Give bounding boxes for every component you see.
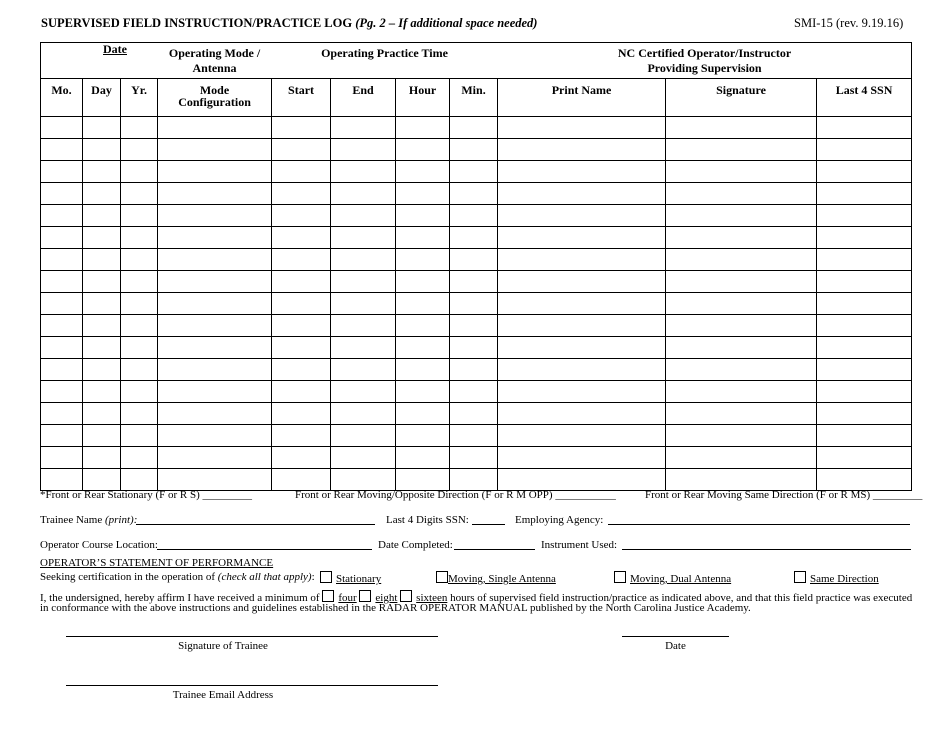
- log-cell[interactable]: [272, 183, 331, 205]
- log-cell[interactable]: [817, 117, 912, 139]
- statement-heading: OPERATOR’S STATEMENT OF PERFORMANCE: [40, 557, 274, 569]
- col-signature: Signature: [666, 79, 817, 117]
- log-cell[interactable]: [83, 469, 121, 491]
- col-start: Start: [272, 79, 331, 117]
- log-cell[interactable]: [498, 337, 666, 359]
- moving-dual-checkbox[interactable]: [614, 571, 626, 583]
- log-cell[interactable]: [41, 205, 83, 227]
- log-cell[interactable]: [121, 183, 158, 205]
- log-cell[interactable]: [817, 139, 912, 161]
- date-label: Date: [665, 640, 686, 652]
- trainee-signature-label: Signature of Trainee: [178, 640, 268, 652]
- date-completed-label: Date Completed:: [378, 539, 453, 551]
- log-cell[interactable]: [450, 183, 498, 205]
- log-cell[interactable]: [450, 447, 498, 469]
- log-cell[interactable]: [498, 403, 666, 425]
- column-header-row: [41, 79, 912, 117]
- log-cell[interactable]: [121, 381, 158, 403]
- log-cell[interactable]: [41, 161, 83, 183]
- log-row: [41, 403, 912, 425]
- date-line[interactable]: [622, 636, 729, 637]
- log-cell[interactable]: [41, 293, 83, 315]
- log-cell[interactable]: [331, 271, 396, 293]
- log-cell[interactable]: [817, 249, 912, 271]
- log-cell[interactable]: [331, 381, 396, 403]
- log-cell[interactable]: [272, 315, 331, 337]
- group-date: Date: [103, 42, 127, 56]
- group-operating-mode: Operating Mode / Antenna: [168, 46, 261, 75]
- log-cell[interactable]: [817, 183, 912, 205]
- practice-log-table: [40, 42, 912, 491]
- col-day: Day: [83, 79, 121, 117]
- email-line[interactable]: [66, 685, 438, 686]
- log-row: [41, 271, 912, 293]
- log-cell[interactable]: [396, 425, 450, 447]
- log-cell[interactable]: [272, 381, 331, 403]
- group-operating-time: Operating Practice Time: [321, 46, 448, 60]
- log-cell[interactable]: [331, 425, 396, 447]
- log-cell[interactable]: [158, 161, 272, 183]
- log-cell[interactable]: [83, 425, 121, 447]
- log-cell[interactable]: [83, 447, 121, 469]
- log-cell[interactable]: [396, 139, 450, 161]
- log-cell[interactable]: [666, 381, 817, 403]
- log-row: [41, 293, 912, 315]
- log-cell[interactable]: [498, 227, 666, 249]
- agency-label: Employing Agency:: [515, 514, 604, 526]
- log-cell[interactable]: [272, 117, 331, 139]
- log-cell[interactable]: [158, 205, 272, 227]
- log-cell[interactable]: [158, 271, 272, 293]
- log-cell[interactable]: [450, 161, 498, 183]
- log-cell[interactable]: [83, 337, 121, 359]
- log-cell[interactable]: [450, 425, 498, 447]
- course-location-label: Operator Course Location:: [40, 539, 158, 551]
- log-cell[interactable]: [498, 293, 666, 315]
- log-cell[interactable]: [331, 359, 396, 381]
- log-cell[interactable]: [83, 139, 121, 161]
- log-cell[interactable]: [121, 227, 158, 249]
- log-cell[interactable]: [450, 227, 498, 249]
- log-row: [41, 337, 912, 359]
- log-cell[interactable]: [83, 161, 121, 183]
- log-row: [41, 161, 912, 183]
- log-cell[interactable]: [331, 293, 396, 315]
- log-cell[interactable]: [272, 161, 331, 183]
- log-cell[interactable]: [817, 359, 912, 381]
- log-cell[interactable]: [396, 447, 450, 469]
- log-row: [41, 359, 912, 381]
- option-moving-dual[interactable]: Moving, Dual Antenna: [614, 571, 731, 585]
- log-cell[interactable]: [41, 381, 83, 403]
- log-cell[interactable]: [41, 315, 83, 337]
- log-cell[interactable]: [817, 337, 912, 359]
- log-cell[interactable]: [396, 403, 450, 425]
- log-cell[interactable]: [83, 271, 121, 293]
- option-moving-single[interactable]: Moving, Single Antenna: [436, 571, 556, 585]
- log-cell[interactable]: [83, 359, 121, 381]
- moving-single-checkbox[interactable]: [436, 571, 448, 583]
- log-cell[interactable]: [666, 205, 817, 227]
- log-cell[interactable]: [450, 337, 498, 359]
- log-cell[interactable]: [498, 447, 666, 469]
- instrument-label: Instrument Used:: [541, 539, 618, 551]
- log-cell[interactable]: [498, 359, 666, 381]
- log-cell[interactable]: [331, 249, 396, 271]
- log-cell[interactable]: [158, 117, 272, 139]
- log-cell[interactable]: [817, 381, 912, 403]
- log-cell[interactable]: [666, 271, 817, 293]
- log-cell[interactable]: [158, 381, 272, 403]
- log-cell[interactable]: [666, 447, 817, 469]
- log-cell[interactable]: [450, 249, 498, 271]
- col-year: Yr.: [121, 79, 158, 117]
- log-row: [41, 381, 912, 403]
- log-cell[interactable]: [158, 249, 272, 271]
- log-cell[interactable]: [498, 249, 666, 271]
- group-header-row: [41, 43, 912, 79]
- log-cell[interactable]: [396, 293, 450, 315]
- log-cell[interactable]: [396, 315, 450, 337]
- trainee-name-field[interactable]: [136, 513, 375, 525]
- log-cell[interactable]: [331, 161, 396, 183]
- log-cell[interactable]: [272, 271, 331, 293]
- log-row: [41, 447, 912, 469]
- log-cell[interactable]: [121, 271, 158, 293]
- log-cell[interactable]: [272, 293, 331, 315]
- log-cell[interactable]: [498, 205, 666, 227]
- log-cell[interactable]: [450, 403, 498, 425]
- log-cell[interactable]: [331, 205, 396, 227]
- log-row: [41, 249, 912, 271]
- page-title: SUPERVISED FIELD INSTRUCTION/PRACTICE LOG (Pg. 2 – If additional space needed): [41, 16, 538, 30]
- log-cell[interactable]: [666, 469, 817, 491]
- log-cell[interactable]: [272, 469, 331, 491]
- log-cell[interactable]: [396, 183, 450, 205]
- log-cell[interactable]: [450, 315, 498, 337]
- log-cell[interactable]: [817, 403, 912, 425]
- log-cell[interactable]: [450, 293, 498, 315]
- legend-moving-opposite: Front or Rear Moving/Opposite Direction (F or R M OPP) ___________: [295, 489, 616, 501]
- log-cell[interactable]: [331, 227, 396, 249]
- log-cell[interactable]: [83, 183, 121, 205]
- log-cell[interactable]: [450, 469, 498, 491]
- group-supervisor: NC Certified Operator/Instructor Providing Supervision: [617, 46, 792, 75]
- log-cell[interactable]: [666, 425, 817, 447]
- log-cell[interactable]: [666, 359, 817, 381]
- log-cell[interactable]: [41, 425, 83, 447]
- log-cell[interactable]: [498, 425, 666, 447]
- log-cell[interactable]: [498, 381, 666, 403]
- log-cell[interactable]: [272, 447, 331, 469]
- log-cell[interactable]: [41, 447, 83, 469]
- log-cell[interactable]: [396, 271, 450, 293]
- stationary-checkbox[interactable]: [320, 571, 332, 583]
- col-end: End: [331, 79, 396, 117]
- log-cell[interactable]: [666, 227, 817, 249]
- trainee-name-label: Trainee Name (print):: [40, 514, 138, 526]
- log-cell[interactable]: [158, 425, 272, 447]
- log-cell[interactable]: [396, 205, 450, 227]
- log-cell[interactable]: [83, 293, 121, 315]
- log-cell[interactable]: [396, 337, 450, 359]
- log-cell[interactable]: [272, 359, 331, 381]
- log-cell[interactable]: [817, 315, 912, 337]
- log-cell[interactable]: [666, 293, 817, 315]
- log-cell[interactable]: [331, 337, 396, 359]
- col-month: Mo.: [41, 79, 83, 117]
- log-cell[interactable]: [83, 227, 121, 249]
- col-print-name: Print Name: [498, 79, 666, 117]
- log-cell[interactable]: [41, 403, 83, 425]
- log-cell[interactable]: [272, 425, 331, 447]
- log-cell[interactable]: [817, 227, 912, 249]
- log-cell[interactable]: [272, 227, 331, 249]
- log-cell[interactable]: [41, 359, 83, 381]
- log-cell[interactable]: [272, 403, 331, 425]
- log-cell[interactable]: [396, 161, 450, 183]
- log-cell[interactable]: [83, 403, 121, 425]
- log-cell[interactable]: [817, 205, 912, 227]
- log-cell[interactable]: [450, 359, 498, 381]
- log-cell[interactable]: [41, 227, 83, 249]
- log-cell[interactable]: [121, 139, 158, 161]
- log-cell[interactable]: [498, 271, 666, 293]
- log-cell[interactable]: [396, 469, 450, 491]
- log-cell[interactable]: [450, 139, 498, 161]
- log-cell[interactable]: [83, 381, 121, 403]
- log-cell[interactable]: [498, 139, 666, 161]
- log-cell[interactable]: [272, 205, 331, 227]
- log-cell[interactable]: [121, 469, 158, 491]
- log-cell[interactable]: [121, 359, 158, 381]
- log-cell[interactable]: [498, 117, 666, 139]
- log-cell[interactable]: [41, 271, 83, 293]
- log-cell[interactable]: [817, 425, 912, 447]
- date-completed-field[interactable]: [454, 538, 535, 550]
- log-cell[interactable]: [121, 403, 158, 425]
- log-cell[interactable]: [396, 381, 450, 403]
- log-cell[interactable]: [450, 381, 498, 403]
- eight-hours-checkbox[interactable]: [359, 590, 371, 602]
- log-cell[interactable]: [450, 205, 498, 227]
- log-cell[interactable]: [158, 183, 272, 205]
- same-direction-checkbox[interactable]: [794, 571, 806, 583]
- option-stationary[interactable]: Stationary: [320, 571, 381, 585]
- log-cell[interactable]: [666, 117, 817, 139]
- log-cell[interactable]: [498, 183, 666, 205]
- log-cell[interactable]: [666, 315, 817, 337]
- log-cell[interactable]: [41, 183, 83, 205]
- instrument-field[interactable]: [622, 538, 911, 550]
- log-cell[interactable]: [41, 139, 83, 161]
- col-mode-config: Mode Configuration: [158, 79, 272, 117]
- log-cell[interactable]: [817, 447, 912, 469]
- log-cell[interactable]: [331, 315, 396, 337]
- log-cell[interactable]: [158, 447, 272, 469]
- log-cell[interactable]: [498, 469, 666, 491]
- log-cell[interactable]: [272, 249, 331, 271]
- log-cell[interactable]: [121, 205, 158, 227]
- log-cell[interactable]: [158, 403, 272, 425]
- ssn-field[interactable]: [472, 513, 505, 525]
- legend-stationary: *Front or Rear Stationary (F or R S) _________: [40, 489, 253, 501]
- log-cell[interactable]: [396, 117, 450, 139]
- option-same-direction[interactable]: Same Direction: [794, 571, 879, 585]
- log-cell[interactable]: [158, 359, 272, 381]
- log-cell[interactable]: [666, 161, 817, 183]
- log-cell[interactable]: [331, 403, 396, 425]
- log-cell[interactable]: [121, 447, 158, 469]
- log-row: [41, 315, 912, 337]
- log-cell[interactable]: [817, 271, 912, 293]
- log-cell[interactable]: [498, 315, 666, 337]
- log-cell[interactable]: [817, 161, 912, 183]
- trainee-signature-line[interactable]: [66, 636, 438, 637]
- log-cell[interactable]: [331, 469, 396, 491]
- log-cell[interactable]: [331, 447, 396, 469]
- log-cell[interactable]: [331, 183, 396, 205]
- log-row: [41, 227, 912, 249]
- log-cell[interactable]: [666, 249, 817, 271]
- col-hour: Hour: [396, 79, 450, 117]
- log-cell[interactable]: [83, 205, 121, 227]
- log-cell[interactable]: [41, 117, 83, 139]
- affirm-line-1: I, the undersigned, hereby affirm I have received a minimum of four eight sixteen hours of supervised field instruction/practice as indicated above, and that this field practice was executed: [40, 592, 913, 604]
- log-cell[interactable]: [41, 249, 83, 271]
- log-cell[interactable]: [158, 337, 272, 359]
- form-number: SMI-15 (rev. 9.19.16): [794, 16, 904, 30]
- log-cell[interactable]: [666, 337, 817, 359]
- log-row: [41, 469, 912, 491]
- log-cell[interactable]: [41, 469, 83, 491]
- log-cell[interactable]: [83, 249, 121, 271]
- sixteen-hours-checkbox[interactable]: [400, 590, 412, 602]
- log-cell[interactable]: [331, 139, 396, 161]
- log-cell[interactable]: [121, 249, 158, 271]
- log-cell[interactable]: [272, 337, 331, 359]
- log-cell[interactable]: [121, 117, 158, 139]
- log-cell[interactable]: [331, 117, 396, 139]
- email-label: Trainee Email Address: [172, 689, 274, 701]
- log-cell[interactable]: [121, 293, 158, 315]
- log-cell[interactable]: [158, 469, 272, 491]
- log-cell[interactable]: [121, 161, 158, 183]
- agency-field[interactable]: [608, 513, 910, 525]
- log-cell[interactable]: [272, 139, 331, 161]
- log-row: [41, 139, 912, 161]
- log-cell[interactable]: [396, 227, 450, 249]
- ssn-label: Last 4 Digits SSN:: [386, 514, 469, 526]
- log-cell[interactable]: [83, 315, 121, 337]
- log-cell[interactable]: [666, 139, 817, 161]
- log-cell[interactable]: [450, 271, 498, 293]
- log-cell[interactable]: [396, 249, 450, 271]
- log-row: [41, 183, 912, 205]
- log-cell[interactable]: [450, 117, 498, 139]
- log-row: [41, 117, 912, 139]
- log-cell[interactable]: [158, 139, 272, 161]
- log-row: [41, 425, 912, 447]
- col-min: Min.: [450, 79, 498, 117]
- log-row: [41, 205, 912, 227]
- log-cell[interactable]: [121, 315, 158, 337]
- log-cell[interactable]: [158, 227, 272, 249]
- log-cell[interactable]: [666, 183, 817, 205]
- log-cell[interactable]: [396, 359, 450, 381]
- log-cell[interactable]: [666, 403, 817, 425]
- log-cell[interactable]: [498, 161, 666, 183]
- seeking-text: Seeking certification in the operation of (check all that apply):: [40, 571, 315, 583]
- log-cell[interactable]: [158, 293, 272, 315]
- log-cell[interactable]: [158, 315, 272, 337]
- log-cell[interactable]: [121, 425, 158, 447]
- four-hours-checkbox[interactable]: [322, 590, 334, 602]
- col-ssn: Last 4 SSN: [817, 79, 912, 117]
- log-cell[interactable]: [121, 337, 158, 359]
- log-cell[interactable]: [83, 117, 121, 139]
- course-location-field[interactable]: [157, 538, 372, 550]
- log-cell[interactable]: [817, 293, 912, 315]
- log-cell[interactable]: [817, 469, 912, 491]
- affirm-line-2: in conformance with the above instructions and guidelines established in the RADAR OPERATOR MANUAL published by the North Carolina Justice Academy.: [40, 602, 751, 614]
- log-cell[interactable]: [41, 337, 83, 359]
- legend-moving-same: Front or Rear Moving Same Direction (F or R MS) _________: [645, 489, 923, 501]
